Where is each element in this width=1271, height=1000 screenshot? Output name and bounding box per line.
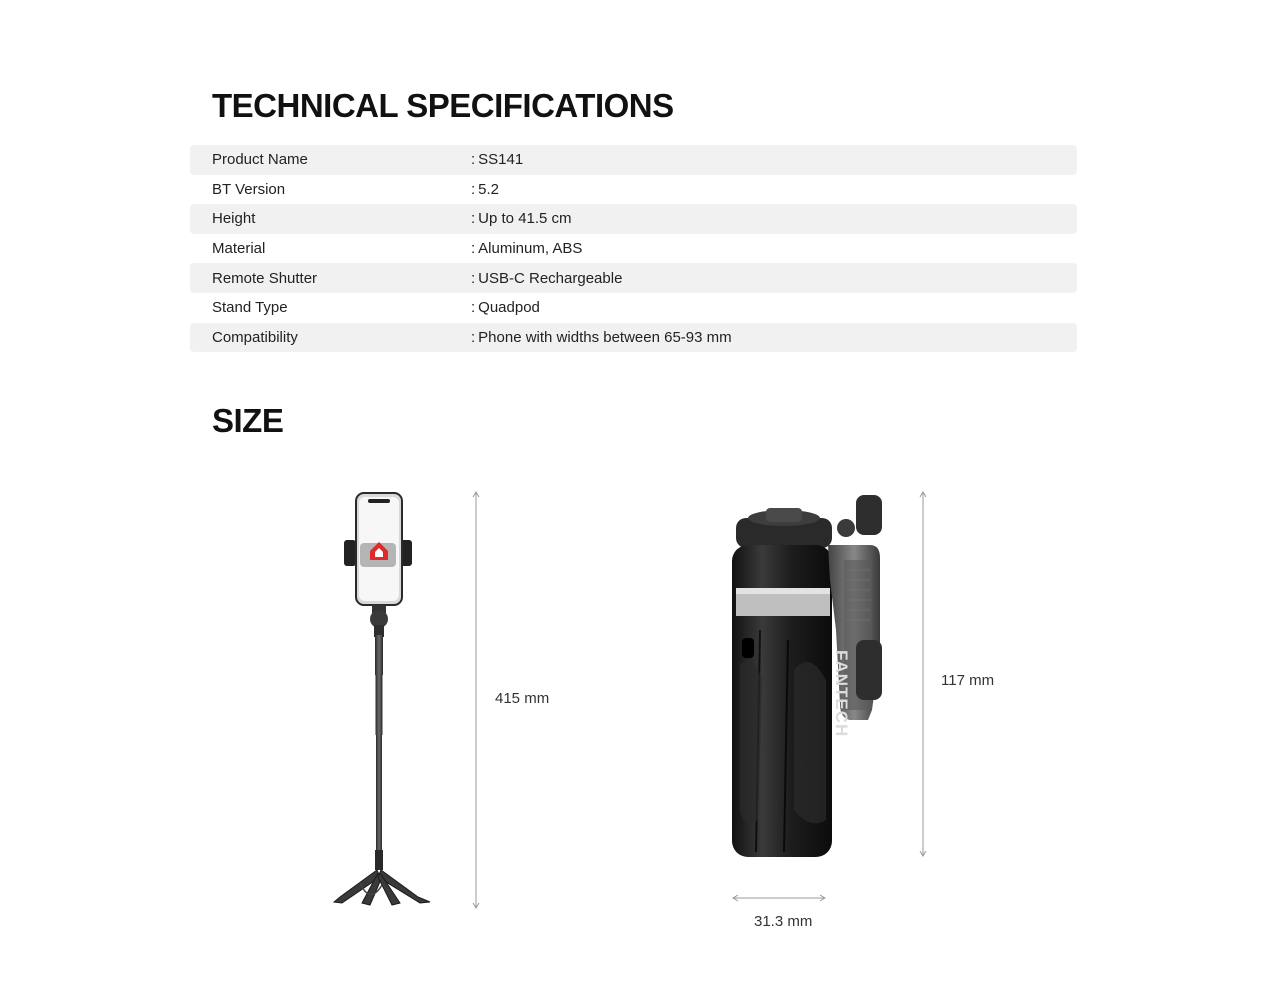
grip-width-dimension-line	[732, 892, 826, 904]
grip-folded-image	[722, 490, 892, 860]
spec-colon: :	[471, 328, 476, 346]
spec-colon: :	[471, 240, 476, 258]
spec-section-title: TECHNICAL SPECIFICATIONS	[212, 87, 674, 124]
spec-table	[190, 145, 1077, 352]
spec-label: Remote Shutter	[212, 269, 318, 287]
spec-row	[190, 204, 1077, 234]
spec-row	[190, 263, 1077, 293]
spec-value: 5.2	[478, 180, 500, 198]
spec-row	[190, 293, 1077, 323]
spec-colon: :	[471, 269, 476, 287]
spec-value: Phone with widths between 65-93 mm	[478, 328, 732, 346]
spec-colon: :	[471, 180, 476, 198]
grip-brand-text: FANTECH	[832, 650, 851, 738]
grip-height-dimension-line	[917, 490, 929, 858]
spec-value: SS141	[478, 151, 524, 169]
spec-label: Stand Type	[212, 299, 288, 317]
tripod-height-label: 415 mm	[495, 690, 550, 707]
spec-row	[190, 323, 1077, 353]
spec-value: Up to 41.5 cm	[478, 210, 572, 228]
spec-value: USB-C Rechargeable	[478, 269, 623, 287]
spec-value: Aluminum, ABS	[478, 240, 583, 258]
spec-label: Height	[212, 210, 256, 228]
spec-row	[190, 234, 1077, 264]
spec-colon: :	[471, 210, 476, 228]
spec-label: Compatibility	[212, 328, 298, 346]
tripod-extended-image	[320, 485, 450, 915]
grip-height-label: 117 mm	[941, 672, 995, 689]
spec-label: BT Version	[212, 180, 286, 198]
spec-value: Quadpod	[478, 299, 540, 317]
spec-row	[190, 145, 1077, 175]
spec-colon: :	[471, 151, 476, 169]
grip-width-label: 31.3 mm	[754, 913, 813, 930]
height-dimension-line	[470, 490, 482, 910]
spec-row	[190, 175, 1077, 205]
spec-label: Material	[212, 240, 266, 258]
spec-label: Product Name	[212, 151, 308, 169]
size-section-title: SIZE	[212, 402, 284, 439]
spec-colon: :	[471, 299, 476, 317]
